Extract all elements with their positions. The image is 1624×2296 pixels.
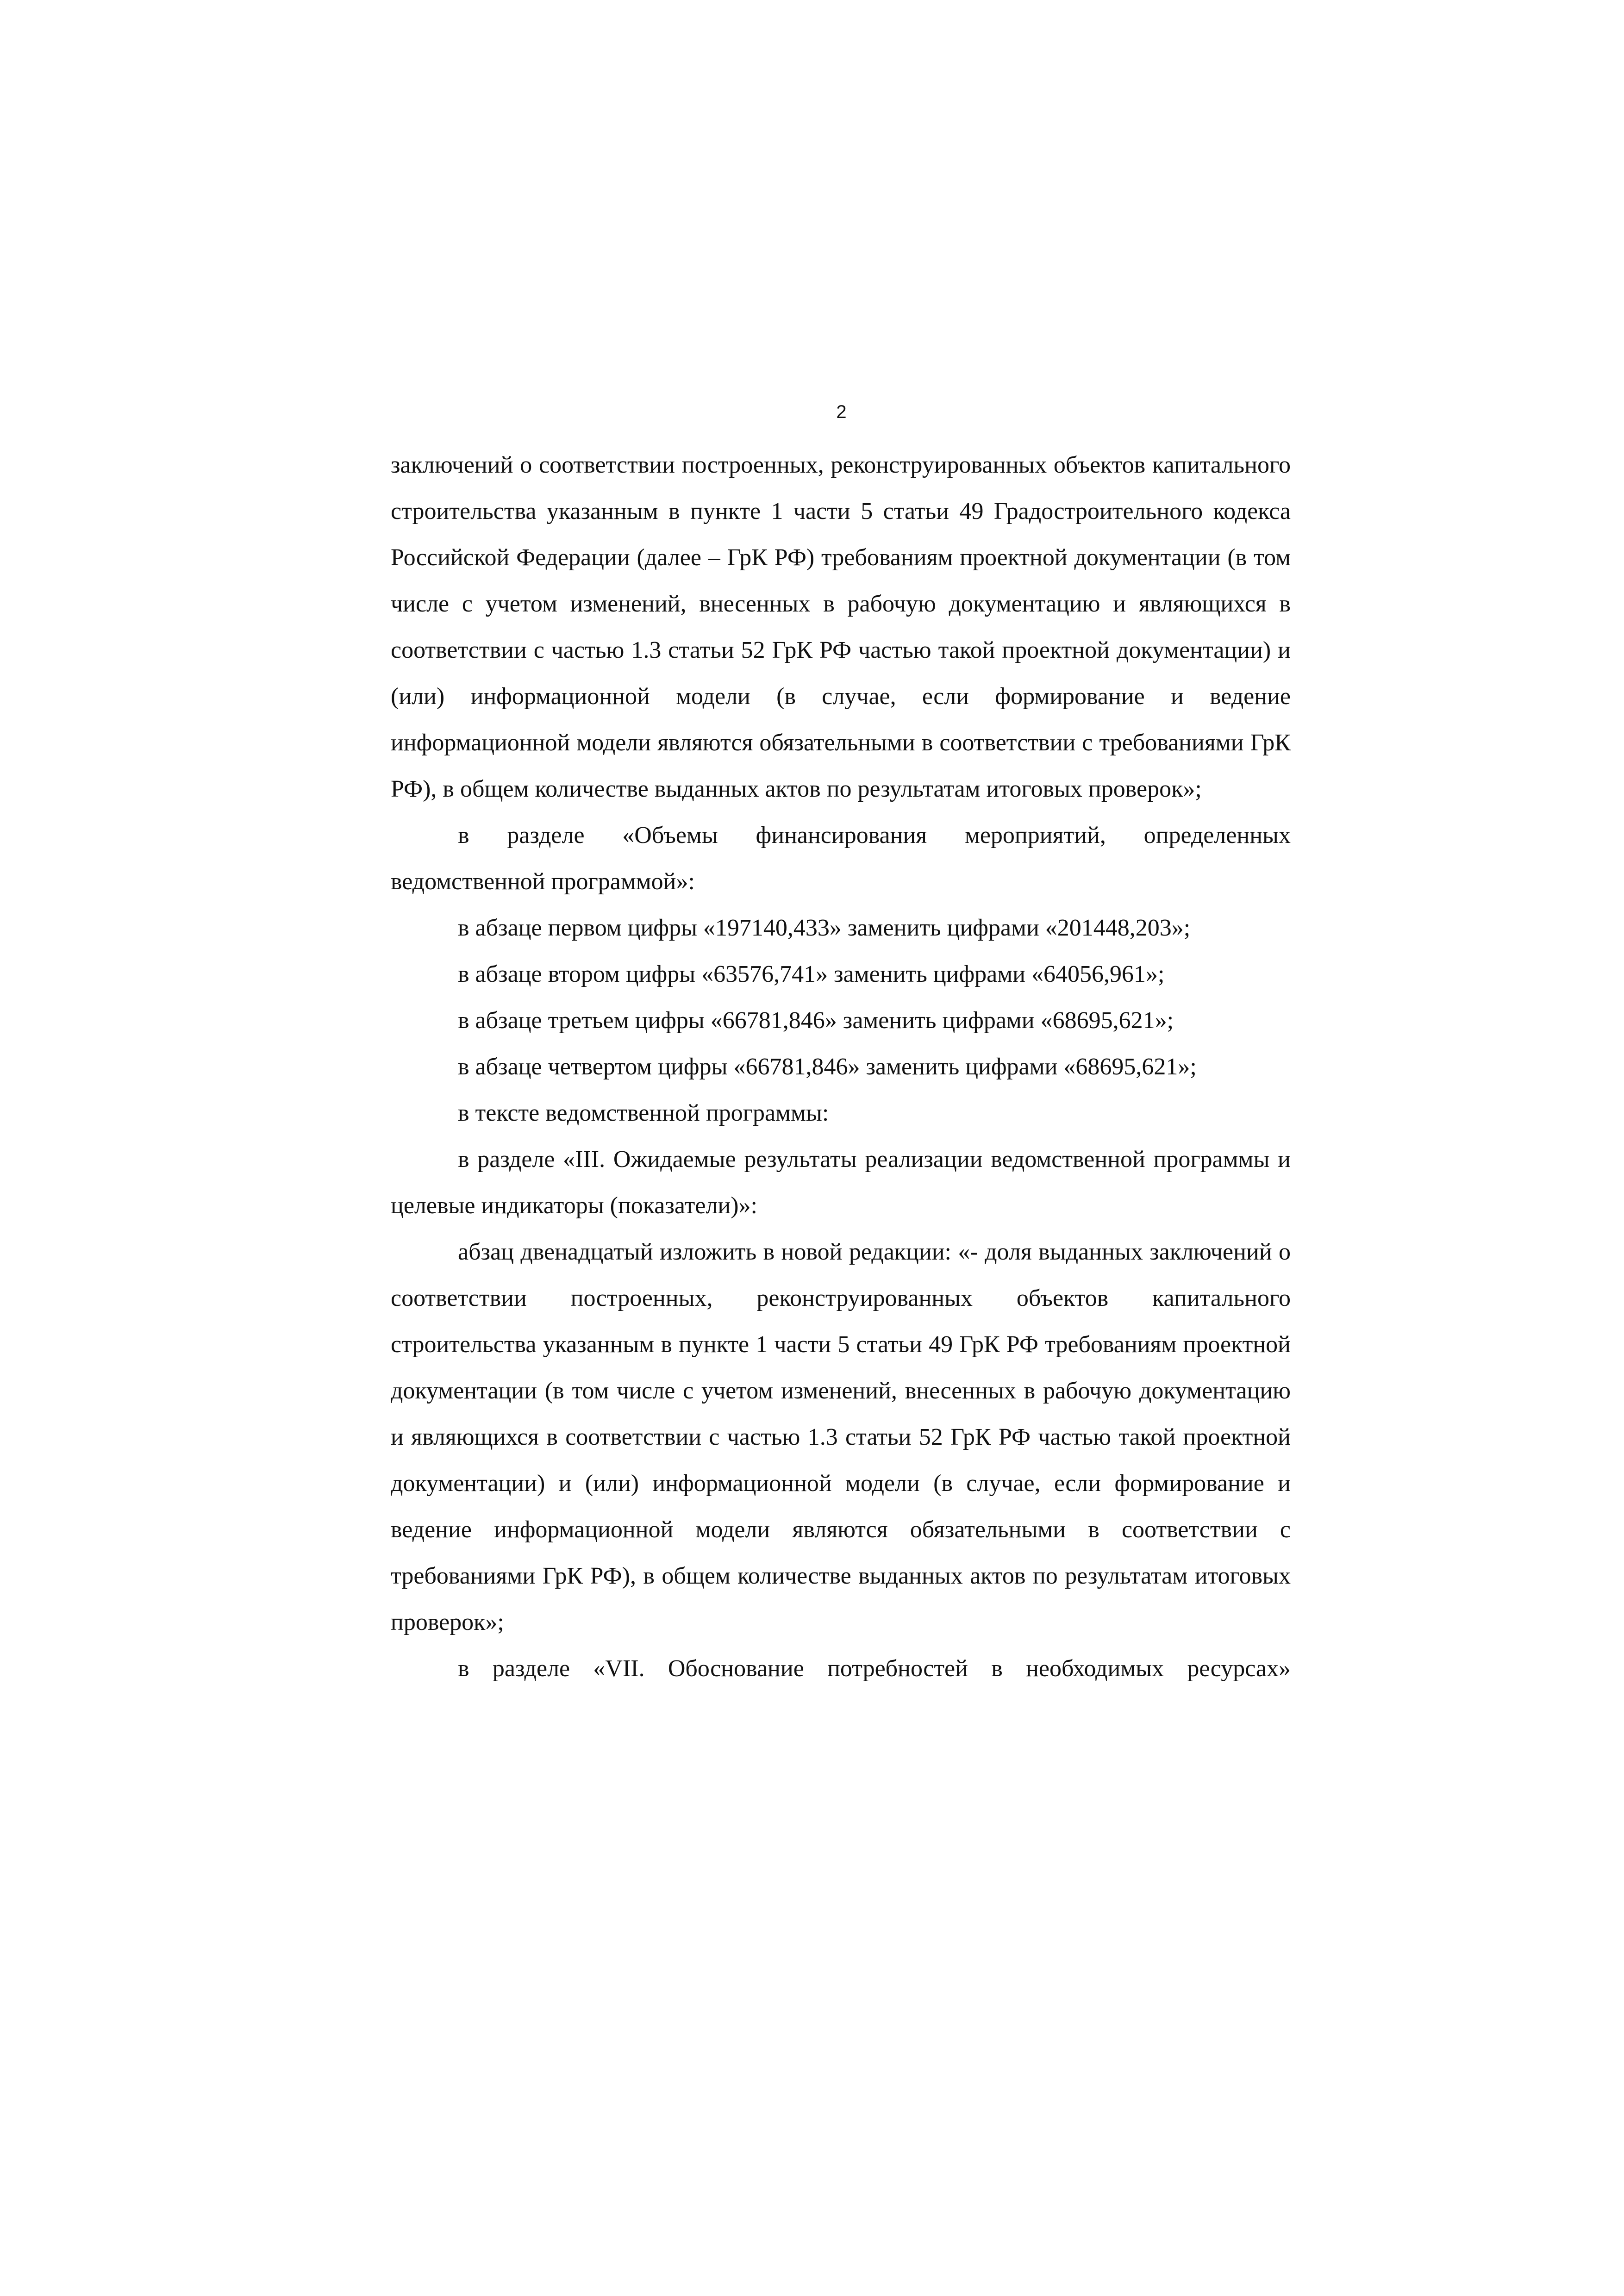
paragraph-new-wording: абзац двенадцатый изложить в новой редакции: «- доля выданных заключений о соответствии построенных, реконструированных объектов капитального строительства указанным в пункте 1 части 5 статьи 49 ГрК РФ требованиям проектной документации (в том числе с учетом изменений, внесенных в рабочую документацию и являющихся в соответствии с частью 1.3 статьи 52 ГрК РФ частью такой проектной документации) и (или) информационной модели (в случае, если формирование и ведение информационной модели являются обязательными в соответствии с требованиями ГрК РФ), в общем количестве выданных актов по результатам итоговых проверок»;: [391, 1239, 1291, 1635]
paragraph-third-abzac: в абзаце третьем цифры «66781,846» заменить цифрами «68695,621»;: [458, 1007, 1174, 1034]
paragraph-program-text: в тексте ведомственной программы:: [458, 1100, 829, 1126]
paragraph-section-three: в разделе «III. Ожидаемые результаты реализации ведомственной программы и целевые индикаторы (показатели)»:: [391, 1146, 1291, 1219]
paragraph-fourth-abzac: в абзаце четвертом цифры «66781,846» заменить цифрами «68695,621»;: [458, 1054, 1197, 1080]
paragraph-second-abzac: в абзаце втором цифры «63576,741» заменить цифрами «64056,961»;: [458, 961, 1165, 987]
document-body: [391, 442, 1291, 1692]
paragraph-continuation: заключений о соответствии построенных, реконструированных объектов капитального строительства указанным в пункте 1 части 5 статьи 49 Градостроительного кодекса Российской Федерации (далее – ГрК РФ) требованиям проектной документации (в том числе с учетом изменений, внесенных в рабочую документацию и являющихся в соответствии с частью 1.3 статьи 52 ГрК РФ частью такой проектной документации) и (или) информационной модели (в случае, если формирование и ведение информационной модели являются обязательными в соответствии с требованиями ГрК РФ), в общем количестве выданных актов по результатам итоговых проверок»;: [391, 452, 1291, 802]
paragraph-first-abzac: в абзаце первом цифры «197140,433» заменить цифрами «201448,203»;: [458, 915, 1191, 941]
paragraph-section-seven: в разделе «VII. Обоснование потребностей в необходимых ресурсах»: [458, 1655, 1291, 1682]
paragraph-financing-section: в разделе «Объемы финансирования мероприятий, определенных ведомственной программой»:: [391, 822, 1291, 895]
page-number: 2: [836, 402, 847, 422]
